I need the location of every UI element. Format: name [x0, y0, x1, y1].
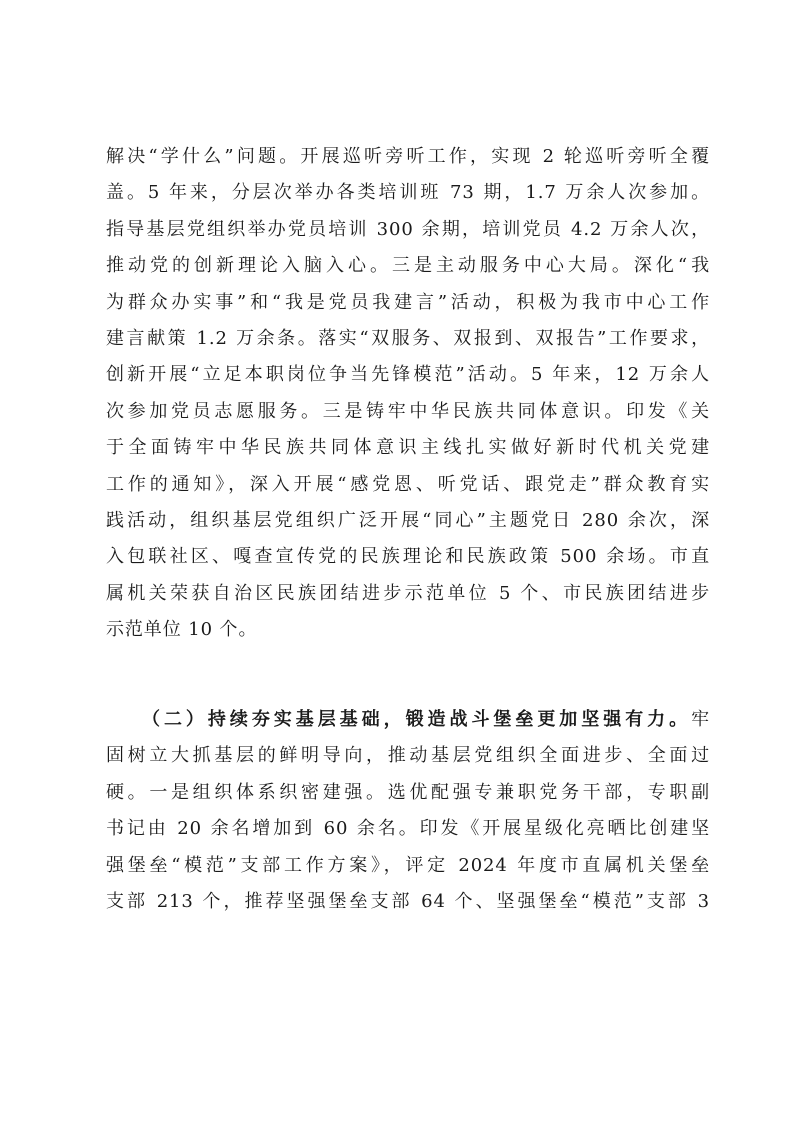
paragraph-1-line: 为群众办实事”和“我是党员我建言”活动，积极为我市中心工作 [106, 291, 710, 313]
paragraph-1-line: 于全面铸牢中华民族共同体意识主线扎实做好新时代机关党建 [106, 437, 710, 459]
paragraph-1-line: 次参加党员志愿服务。三是铸牢中华民族共同体意识。印发《关 [106, 400, 710, 422]
paragraph-2-line: 支部 213 个，推荐坚强堡垒支部 64 个、坚强堡垒“模范”支部 3 [106, 890, 710, 912]
paragraph-1-line: 指导基层党组织举办党员培训 300 余期，培训党员 4.2 万余人次， [106, 218, 710, 240]
paragraph-1-line: 建言献策 1.2 万余条。落实“双服务、双报到、双报告”工作要求， [106, 327, 710, 349]
paragraph-1-line: 创新开展“立足本职岗位争当先锋模范”活动。5 年来，12 万余人 [106, 364, 710, 386]
paragraph-1-line: 践活动，组织基层党组织广泛开展“同心”主题党日 280 余次，深 [106, 509, 710, 531]
paragraph-2-line: 硬。一是组织体系织密建强。选优配强专兼职党务干部，专职副 [106, 781, 710, 803]
paragraph-1-line: 推动党的创新理论入脑入心。三是主动服务中心大局。深化“我 [106, 255, 710, 277]
paragraph-2 [106, 702, 710, 920]
paragraph-1-line: 示范单位 10 个。 [106, 619, 258, 641]
paragraph-1-line: 入包联社区、嘎查宣传党的民族理论和民族政策 500 余场。市直 [106, 546, 710, 568]
paragraph-2-line: 书记由 20 余名增加到 60 余名。印发《开展星级化亮晒比创建坚 [106, 818, 710, 840]
paragraph-2-line: 强堡垒“模范”支部工作方案》，评定 2024 年度市直属机关堡垒 [106, 854, 710, 876]
paragraph-2-first-line [106, 702, 710, 738]
paragraph-1-line: 属机关荣获自治区民族团结进步示范单位 5 个、市民族团结进步 [106, 582, 710, 604]
section-heading: （二）持续夯实基层基础，锻造战斗堡垒更加坚强有力。 [142, 709, 692, 730]
paragraph-1 [106, 139, 710, 648]
paragraph-1-line: 盖。5 年来，分层次举办各类培训班 73 期，1.7 万余人次参加。 [106, 182, 710, 204]
paragraph-2-line: 固树立大抓基层的鲜明导向，推动基层党组织全面进步、全面过 [106, 745, 710, 767]
paragraph-1-line: 解决“学什么”问题。开展巡听旁听工作，实现 2 轮巡听旁听全覆 [106, 146, 710, 167]
section-heading-tail: 牢 [691, 709, 710, 730]
paragraph-1-line: 工作的通知》，深入开展“感党恩、听党话、跟党走”群众教育实 [106, 473, 710, 495]
